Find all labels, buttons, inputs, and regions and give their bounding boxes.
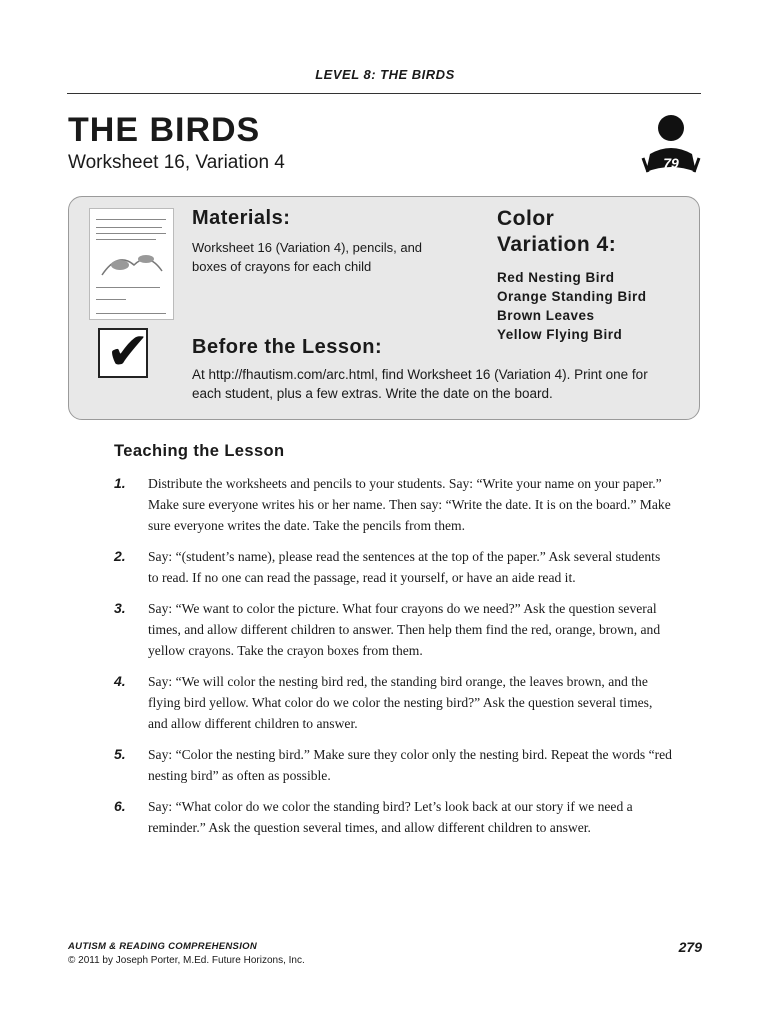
lesson-badge-number: 79 <box>663 155 679 171</box>
header-divider <box>67 93 701 94</box>
teaching-steps <box>114 473 674 848</box>
color-item: Red Nesting Bird <box>497 270 615 285</box>
step-item <box>114 598 674 661</box>
color-variation-heading <box>497 206 616 258</box>
step-item <box>114 473 674 536</box>
before-lesson-heading: Before the Lesson: <box>192 336 383 358</box>
page-title: THE BIRDS <box>68 111 261 149</box>
step-text: Say: “We want to color the picture. What four crayons do we need?” Ask the question several times, and allow different children to answer. Then help them find the red, orange, brown, and yellow crayons. Take the crayon boxes from them. <box>148 601 661 658</box>
footer-copyright: © 2011 by Joseph Porter, M.Ed. Future Horizons, Inc. <box>68 955 305 966</box>
teaching-heading: Teaching the Lesson <box>114 442 285 460</box>
step-item <box>114 671 674 734</box>
materials-heading: Materials: <box>192 207 291 229</box>
step-item <box>114 796 674 838</box>
step-number: 3. <box>114 600 126 616</box>
checkmark-icon: ✔ <box>106 322 150 382</box>
color-variation-heading-line1: Color <box>497 207 555 230</box>
color-item: Orange Standing Bird <box>497 289 647 304</box>
color-variation-list <box>497 268 647 344</box>
page-subtitle: Worksheet 16, Variation 4 <box>68 152 285 173</box>
page-number: 279 <box>678 939 702 955</box>
color-variation-heading-line2: Variation 4: <box>497 233 617 256</box>
step-text: Say: “(student’s name), please read the sentences at the top of the paper.” Ask several students to read. If no one can read the passage, read it yourself, or have an aide read it. <box>148 549 661 585</box>
step-number: 5. <box>114 746 126 762</box>
level-header: LEVEL 8: THE BIRDS <box>315 67 455 82</box>
footer-book-title: AUTISM & READING COMPREHENSION <box>68 941 257 952</box>
step-text: Say: “Color the nesting bird.” Make sure they color only the nesting bird. Repeat the words “red nesting bird” as often as possible. <box>148 747 672 783</box>
step-number: 1. <box>114 475 126 491</box>
step-item <box>114 744 674 786</box>
before-lesson-text: At http://fhautism.com/arc.html, find Worksheet 16 (Variation 4). Print one for each student, plus a few extras. Write the date on the board. <box>192 367 648 401</box>
step-text: Distribute the worksheets and pencils to your students. Say: “Write your name on your paper.” Make sure everyone writes his or her name. Then say: “Write the date. It is on the board.” Make sure everyone writes the date. Take the pencils from them. <box>148 476 671 533</box>
reading-person-icon <box>640 112 702 180</box>
step-number: 2. <box>114 548 126 564</box>
worksheet-thumbnail <box>89 208 174 320</box>
step-text: Say: “What color do we color the standing bird? Let’s look back at our story if we need a reminder.” Ask the question several times, and allow different children to answer. <box>148 799 633 835</box>
color-item: Yellow Flying Bird <box>497 327 623 342</box>
step-text: Say: “We will color the nesting bird red, the standing bird orange, the leaves brown, and the flying bird yellow. What color do we color the nesting bird?” Ask the question several times, and allow different children to answer. <box>148 674 653 731</box>
step-number: 4. <box>114 673 126 689</box>
color-item: Brown Leaves <box>497 308 595 323</box>
materials-text: Worksheet 16 (Variation 4), pencils, and boxes of crayons for each child <box>192 240 423 274</box>
step-item <box>114 546 674 588</box>
step-number: 6. <box>114 798 126 814</box>
